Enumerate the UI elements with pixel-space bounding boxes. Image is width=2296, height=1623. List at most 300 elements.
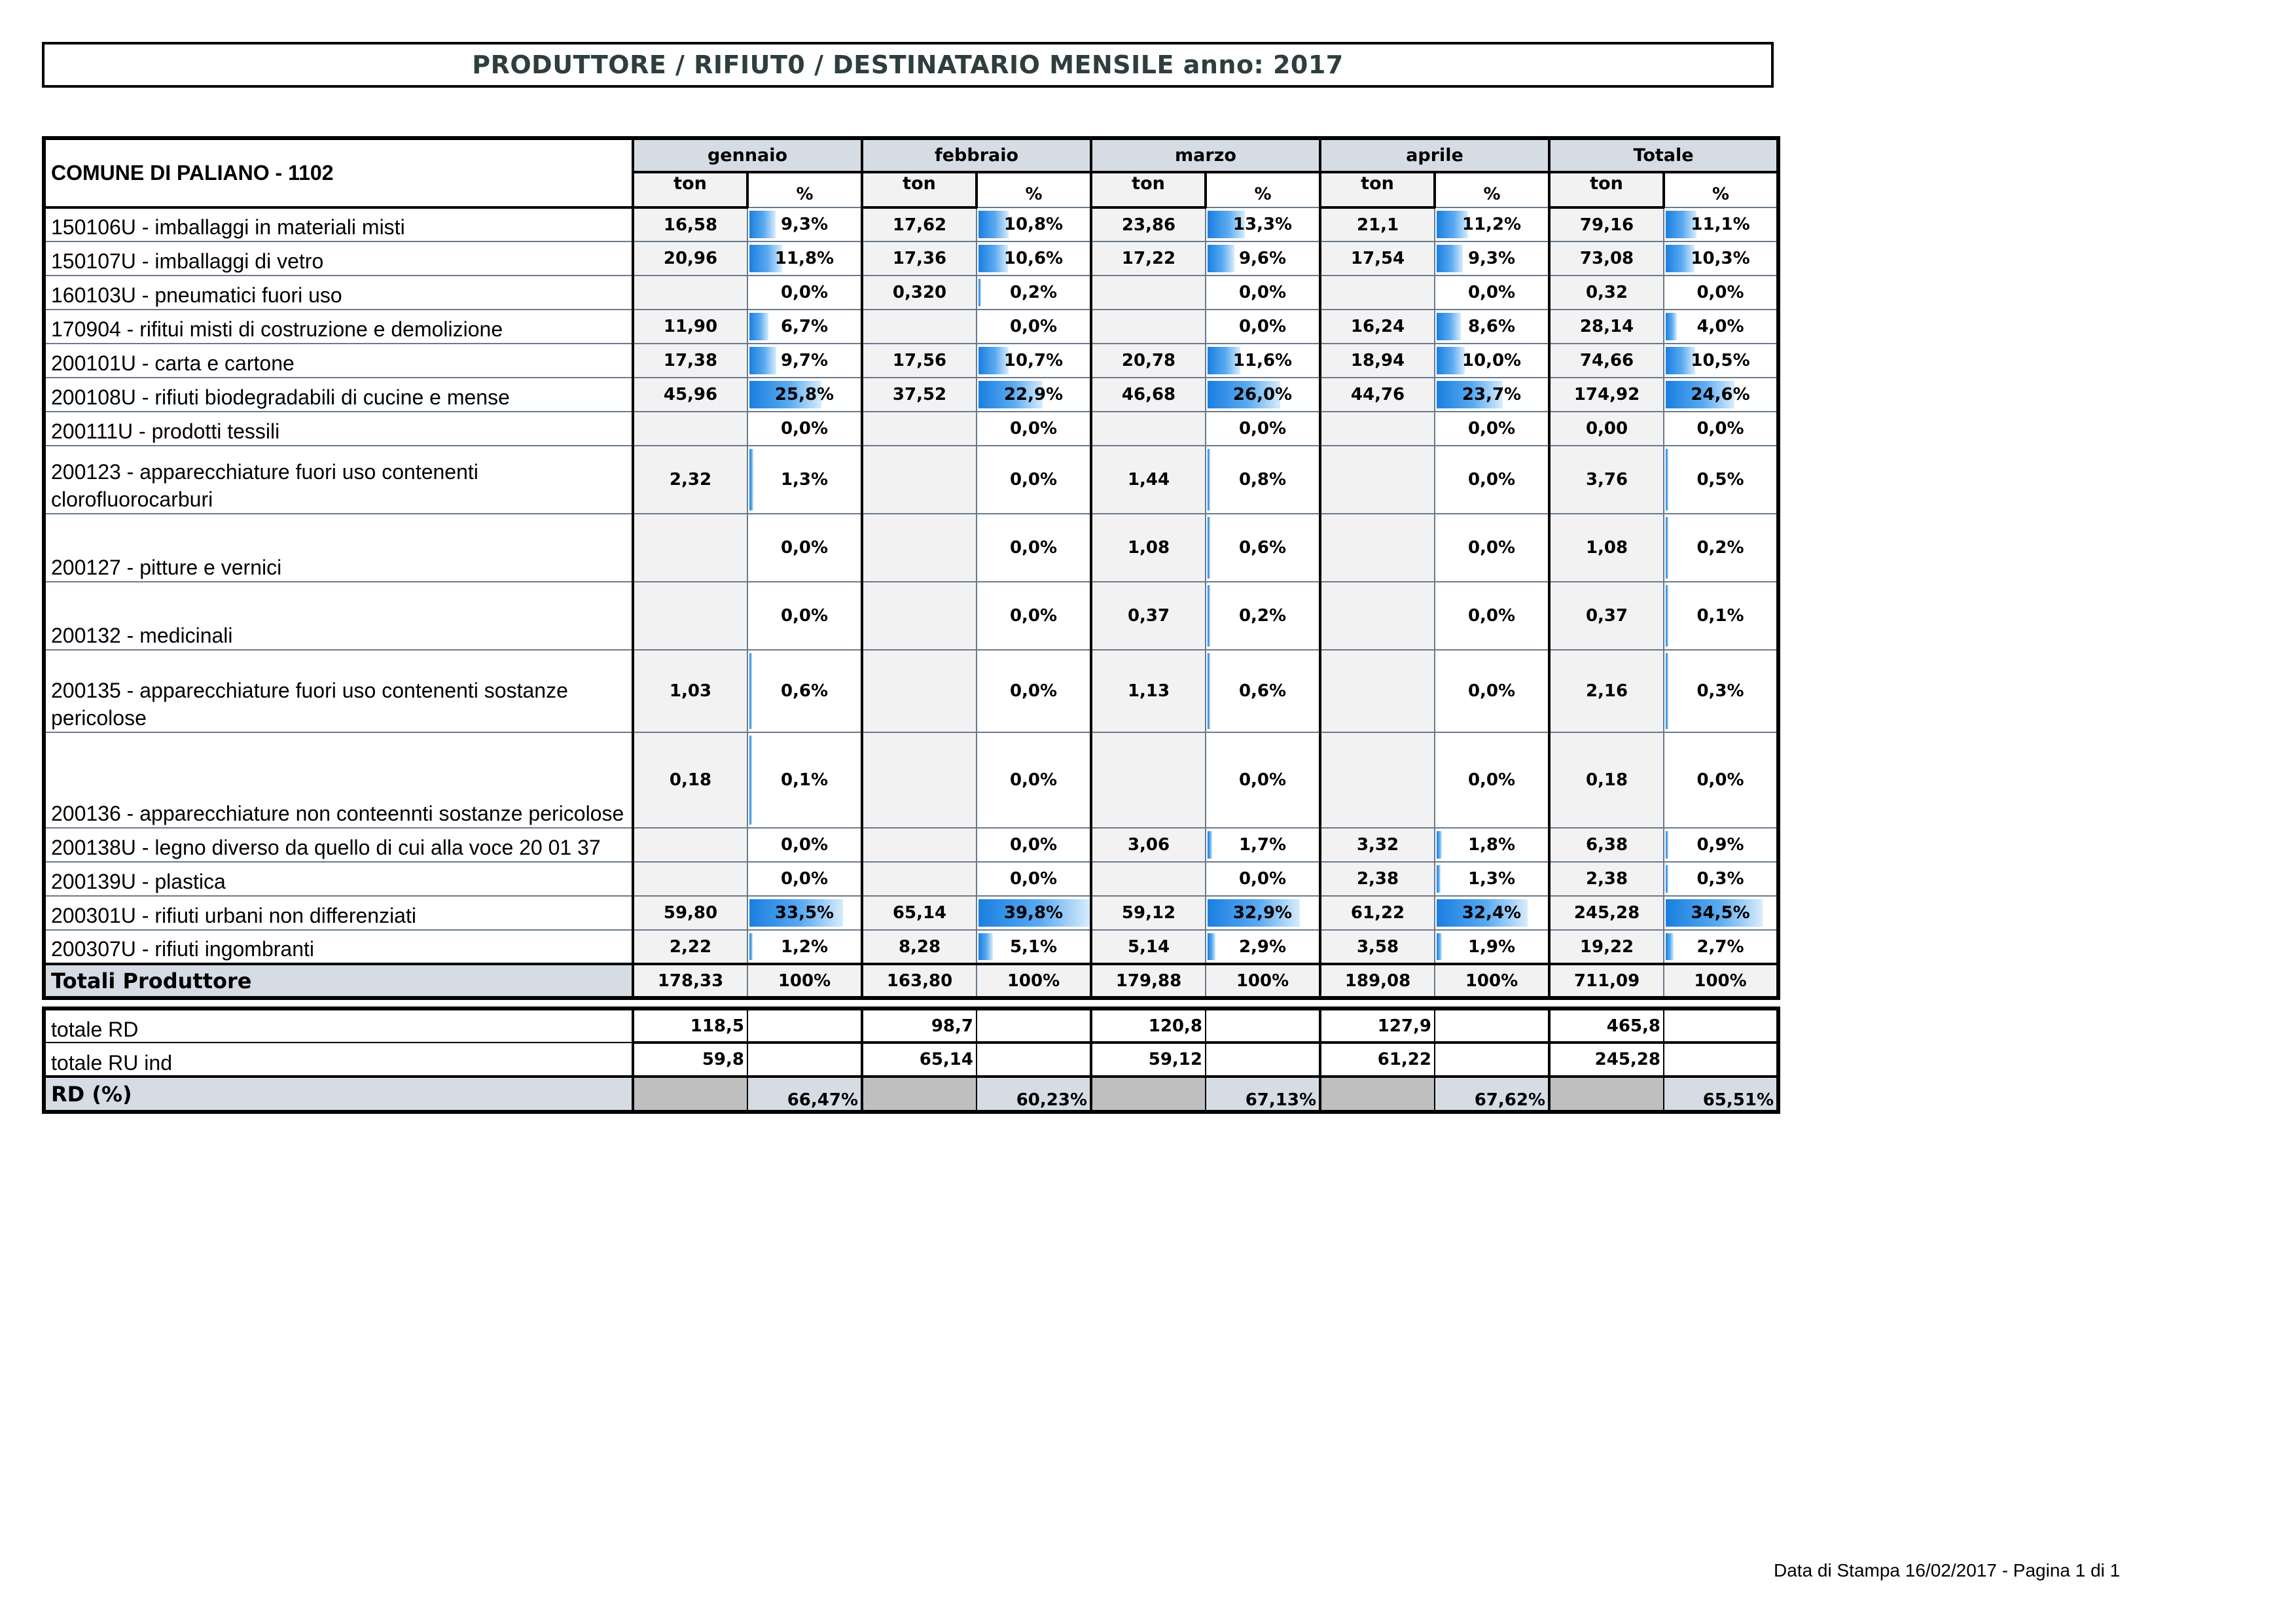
rd-pct-value: 67,62% (1435, 1077, 1549, 1112)
month-header: aprile (1320, 138, 1549, 172)
ton-cell: 2,22 (633, 930, 747, 964)
month-header: marzo (1091, 138, 1320, 172)
ton-cell (1091, 310, 1206, 344)
rd-pct-value: 67,13% (1206, 1077, 1320, 1112)
pct-cell (747, 732, 862, 828)
pct-cell (1664, 207, 1778, 241)
summary-value: 118,5 (633, 1008, 747, 1043)
table-row (44, 514, 1778, 582)
pct-value: 0,0% (1009, 606, 1058, 626)
pct-databar (1666, 831, 1668, 859)
pct-cell (977, 412, 1091, 446)
pct-cell (1664, 276, 1778, 310)
waste-code-label: 200301U - rifiuti urbani non differenziati (44, 896, 633, 930)
pct-cell (1664, 732, 1778, 828)
pct-cell (977, 732, 1091, 828)
pct-cell (977, 446, 1091, 514)
pct-cell (1435, 276, 1549, 310)
ton-cell: 79,16 (1549, 207, 1664, 241)
pct-cell (1206, 514, 1320, 582)
pct-cell (1206, 862, 1320, 896)
ton-cell (633, 412, 747, 446)
pct-value: 11,6% (1232, 351, 1293, 370)
table-row (44, 241, 1778, 276)
pct-value: 10,5% (1691, 351, 1750, 370)
ton-cell (862, 514, 977, 582)
pct-value: 33,5% (774, 903, 834, 923)
ton-cell: 11,90 (633, 310, 747, 344)
ton-cell: 20,78 (1091, 344, 1206, 378)
pct-cell (1664, 446, 1778, 514)
summary-row-rd-pct (44, 1077, 1778, 1112)
month-header: gennaio (633, 138, 862, 172)
summary-empty-cell (1664, 1043, 1778, 1077)
pct-cell (1435, 732, 1549, 828)
pct-cell (1435, 930, 1549, 964)
pct-value: 23,7% (1462, 385, 1522, 404)
pct-cell (1206, 582, 1320, 650)
pct-value: 0,6% (1238, 681, 1287, 701)
pct-databar (1437, 245, 1463, 272)
ton-cell: 1,03 (633, 650, 747, 732)
pct-cell (1664, 241, 1778, 276)
ton-cell: 245,28 (1549, 896, 1664, 930)
summary-value: 127,9 (1320, 1008, 1435, 1043)
pct-value: 11,1% (1691, 215, 1750, 234)
pct-databar (1208, 245, 1234, 272)
pct-cell (977, 310, 1091, 344)
pct-cell (1435, 310, 1549, 344)
table-row (44, 732, 1778, 828)
totals-label: Totali Produttore (44, 964, 633, 998)
ton-cell: 61,22 (1320, 896, 1435, 930)
pct-cell (1664, 344, 1778, 378)
table-row (44, 276, 1778, 310)
pct-value: 0,0% (1238, 283, 1287, 302)
pct-databar (1666, 933, 1674, 960)
ton-cell: 0,37 (1091, 582, 1206, 650)
pct-value: 10,8% (1003, 215, 1064, 234)
pct-value: 0,0% (780, 869, 829, 889)
totals-row (44, 964, 1778, 998)
pct-databar (749, 347, 776, 374)
pct-databar (1208, 449, 1210, 510)
pct-cell (1435, 241, 1549, 276)
ton-cell: 1,08 (1549, 514, 1664, 582)
ton-cell: 1,08 (1091, 514, 1206, 582)
pct-databar (749, 933, 753, 960)
pct-value: 1,2% (780, 936, 829, 957)
pct-value: 9,6% (1238, 249, 1287, 268)
pct-cell (977, 862, 1091, 896)
pct-value: 0,2% (1238, 606, 1287, 626)
pct-databar (1437, 313, 1461, 340)
month-header: febbraio (862, 138, 1091, 172)
pct-cell (1435, 862, 1549, 896)
pct-cell (1206, 650, 1320, 732)
pct-cell (1435, 412, 1549, 446)
pct-cell (977, 344, 1091, 378)
ton-header: ton (633, 172, 747, 207)
pct-cell (1206, 276, 1320, 310)
table-row (44, 207, 1778, 241)
pct-value: 0,0% (1009, 681, 1058, 701)
pct-cell (1664, 514, 1778, 582)
pct-databar (1437, 933, 1442, 960)
ton-cell: 59,80 (633, 896, 747, 930)
pct-value: 0,0% (1009, 869, 1058, 889)
ton-cell: 23,86 (1091, 207, 1206, 241)
pct-value: 0,0% (780, 538, 829, 558)
pct-cell (747, 344, 862, 378)
pct-value: 0,5% (1696, 470, 1744, 490)
pct-value: 0,0% (1009, 317, 1058, 336)
pct-value: 0,0% (1467, 419, 1516, 438)
pct-header: % (747, 172, 862, 207)
ton-cell (1091, 276, 1206, 310)
pct-cell (1435, 582, 1549, 650)
pct-cell (1664, 378, 1778, 412)
pct-cell (1206, 378, 1320, 412)
ton-cell: 6,38 (1549, 828, 1664, 862)
ton-cell (1320, 514, 1435, 582)
pct-databar (978, 279, 981, 306)
pct-cell (747, 241, 862, 276)
ton-cell: 21,1 (1320, 207, 1435, 241)
ton-cell: 1,44 (1091, 446, 1206, 514)
pct-header: % (1206, 172, 1320, 207)
pct-cell (747, 582, 862, 650)
summary-empty-cell (1435, 1043, 1549, 1077)
pct-databar (749, 653, 752, 729)
table-row (44, 650, 1778, 732)
waste-code-label: 170904 - rifitui misti di costruzione e demolizione (44, 310, 633, 344)
ton-cell (862, 446, 977, 514)
total-ton-cell: 179,88 (1091, 964, 1206, 998)
ton-cell (633, 276, 747, 310)
ton-cell (1091, 862, 1206, 896)
total-pct-cell: 100% (977, 964, 1091, 998)
report-title-box (42, 42, 1774, 88)
pct-value: 25,8% (774, 385, 834, 404)
ton-cell (862, 732, 977, 828)
summary-table (42, 1007, 1780, 1114)
pct-databar (1208, 517, 1210, 579)
ton-cell: 2,32 (633, 446, 747, 514)
comune-label: COMUNE DI PALIANO - 1102 (44, 138, 633, 207)
summary-value: 59,8 (633, 1043, 747, 1077)
pct-header: % (1435, 172, 1549, 207)
rd-pct-label: RD (%) (44, 1077, 633, 1112)
table-row (44, 344, 1778, 378)
ton-cell: 2,38 (1320, 862, 1435, 896)
ton-cell: 19,22 (1549, 930, 1664, 964)
summary-label-rd: totale RD (44, 1008, 633, 1043)
pct-databar (1437, 347, 1465, 374)
summary-value: 465,8 (1549, 1008, 1664, 1043)
ton-cell (862, 828, 977, 862)
pct-value: 13,3% (1232, 215, 1293, 234)
waste-code-label: 200138U - legno diverso da quello di cui alla voce 20 01 37 (44, 828, 633, 862)
rd-grey-cell (1549, 1077, 1664, 1112)
ton-cell: 74,66 (1549, 344, 1664, 378)
rd-pct-value: 60,23% (977, 1077, 1091, 1112)
ton-cell (1320, 732, 1435, 828)
pct-value: 0,0% (1238, 770, 1287, 790)
pct-cell (1206, 732, 1320, 828)
pct-cell (747, 378, 862, 412)
ton-cell (1320, 446, 1435, 514)
pct-cell (747, 862, 862, 896)
pct-cell (977, 378, 1091, 412)
pct-cell (977, 514, 1091, 582)
pct-value: 0,0% (1467, 283, 1516, 302)
pct-value: 0,0% (1696, 770, 1744, 790)
ton-cell: 16,58 (633, 207, 747, 241)
pct-cell (977, 582, 1091, 650)
pct-value: 1,3% (780, 470, 829, 490)
ton-cell: 2,38 (1549, 862, 1664, 896)
pct-header: % (1664, 172, 1778, 207)
ton-header: ton (1549, 172, 1664, 207)
pct-value: 8,6% (1467, 317, 1516, 336)
pct-value: 32,4% (1462, 903, 1522, 923)
pct-value: 0,0% (780, 283, 829, 302)
pct-cell (1206, 344, 1320, 378)
pct-value: 1,8% (1467, 835, 1516, 855)
summary-empty-cell (1664, 1008, 1778, 1043)
pct-databar (1666, 865, 1668, 893)
pct-header: % (977, 172, 1091, 207)
ton-cell (1320, 650, 1435, 732)
ton-cell: 3,76 (1549, 446, 1664, 514)
pct-value: 4,0% (1696, 317, 1744, 336)
waste-code-label: 200123 - apparecchiature fuori uso contenenti clorofluorocarburi (44, 446, 633, 514)
ton-cell: 17,54 (1320, 241, 1435, 276)
rd-grey-cell (1091, 1077, 1206, 1112)
ton-cell: 73,08 (1549, 241, 1664, 276)
pct-value: 1,9% (1467, 936, 1516, 957)
total-ton-cell: 711,09 (1549, 964, 1664, 998)
pct-value: 0,6% (780, 681, 829, 701)
pct-cell (1435, 650, 1549, 732)
pct-value: 11,8% (774, 249, 834, 268)
pct-value: 0,0% (1467, 770, 1516, 790)
table-row (44, 896, 1778, 930)
pct-databar (1666, 653, 1668, 729)
waste-code-label: 200127 - pitture e vernici (44, 514, 633, 582)
pct-value: 24,6% (1691, 385, 1750, 404)
pct-value: 1,7% (1238, 835, 1287, 855)
pct-cell (1435, 514, 1549, 582)
pct-value: 10,0% (1462, 351, 1522, 370)
waste-code-label: 200135 - apparecchiature fuori uso contenenti sostanze pericolose (44, 650, 633, 732)
ton-cell (862, 310, 977, 344)
pct-value: 0,6% (1238, 538, 1287, 558)
ton-cell (1091, 732, 1206, 828)
table-row (44, 862, 1778, 896)
table-row (44, 412, 1778, 446)
header-row-months (44, 138, 1778, 172)
pct-cell (747, 650, 862, 732)
pct-value: 0,8% (1238, 470, 1287, 490)
pct-cell (1664, 412, 1778, 446)
pct-value: 10,6% (1003, 249, 1064, 268)
ton-cell: 17,56 (862, 344, 977, 378)
ton-cell: 3,06 (1091, 828, 1206, 862)
pct-value: 10,7% (1003, 351, 1064, 370)
pct-cell (977, 650, 1091, 732)
waste-code-label: 150106U - imballaggi in materiali misti (44, 207, 633, 241)
summary-empty-cell (977, 1008, 1091, 1043)
pct-cell (747, 276, 862, 310)
ton-cell: 3,32 (1320, 828, 1435, 862)
pct-cell (1206, 896, 1320, 930)
pct-databar (749, 313, 768, 340)
pct-cell (977, 828, 1091, 862)
pct-value: 10,3% (1691, 249, 1750, 268)
pct-cell (1206, 310, 1320, 344)
table-row (44, 582, 1778, 650)
ton-cell (633, 828, 747, 862)
ton-cell: 0,32 (1549, 276, 1664, 310)
pct-value: 0,0% (1696, 419, 1744, 438)
pct-cell (747, 310, 862, 344)
pct-value: 0,0% (1009, 538, 1058, 558)
pct-databar (1208, 653, 1210, 729)
pct-cell (1206, 828, 1320, 862)
ton-cell: 59,12 (1091, 896, 1206, 930)
ton-cell: 18,94 (1320, 344, 1435, 378)
ton-cell (1320, 582, 1435, 650)
pct-databar (978, 933, 993, 960)
pct-value: 0,0% (1009, 470, 1058, 490)
report-title: PRODUTTORE / RIFIUT0 / DESTINATARIO MENSILE anno: 2017 (472, 50, 1344, 79)
pct-databar (1666, 313, 1677, 340)
pct-cell (1664, 896, 1778, 930)
pct-cell (1206, 207, 1320, 241)
pct-cell (1206, 412, 1320, 446)
ton-cell: 65,14 (862, 896, 977, 930)
pct-value: 9,7% (780, 351, 829, 370)
pct-value: 0,0% (780, 419, 829, 438)
pct-cell (1435, 378, 1549, 412)
pct-databar (749, 211, 776, 238)
ton-cell: 17,62 (862, 207, 977, 241)
waste-code-label: 200108U - rifiuti biodegradabili di cucine e mense (44, 378, 633, 412)
summary-empty-cell (747, 1008, 862, 1043)
ton-cell: 20,96 (633, 241, 747, 276)
summary-empty-cell (977, 1043, 1091, 1077)
rd-grey-cell (633, 1077, 747, 1112)
pct-cell (1664, 582, 1778, 650)
pct-databar (1666, 449, 1668, 510)
pct-value: 0,0% (1238, 869, 1287, 889)
ton-cell: 0,00 (1549, 412, 1664, 446)
table-row (44, 446, 1778, 514)
pct-cell (1664, 828, 1778, 862)
ton-cell: 0,18 (633, 732, 747, 828)
pct-cell (747, 446, 862, 514)
ton-cell: 0,320 (862, 276, 977, 310)
ton-cell: 45,96 (633, 378, 747, 412)
summary-empty-cell (1435, 1008, 1549, 1043)
pct-value: 0,0% (1467, 681, 1516, 701)
pct-cell (1435, 446, 1549, 514)
pct-cell (747, 412, 862, 446)
rd-grey-cell (862, 1077, 977, 1112)
ton-cell (1320, 412, 1435, 446)
pct-value: 2,7% (1696, 936, 1744, 957)
waste-code-label: 200111U - prodotti tessili (44, 412, 633, 446)
pct-cell (1664, 862, 1778, 896)
total-pct-cell: 100% (1664, 964, 1778, 998)
pct-value: 0,2% (1696, 538, 1744, 558)
waste-code-label: 200307U - rifiuti ingombranti (44, 930, 633, 964)
pct-value: 0,2% (1009, 283, 1058, 302)
pct-cell (747, 207, 862, 241)
pct-value: 34,5% (1691, 903, 1750, 923)
ton-cell (862, 650, 977, 732)
ton-cell: 3,58 (1320, 930, 1435, 964)
month-header: Totale (1549, 138, 1778, 172)
pct-cell (1664, 930, 1778, 964)
pct-value: 9,3% (1467, 249, 1516, 268)
waste-code-label: 150107U - imballaggi di vetro (44, 241, 633, 276)
ton-cell: 17,36 (862, 241, 977, 276)
pct-value: 0,0% (1467, 470, 1516, 490)
pct-value: 0,0% (1009, 419, 1058, 438)
total-ton-cell: 163,80 (862, 964, 977, 998)
pct-databar (1666, 585, 1668, 647)
pct-cell (1435, 207, 1549, 241)
pct-value: 39,8% (1003, 903, 1064, 923)
ton-cell: 17,22 (1091, 241, 1206, 276)
ton-cell: 16,24 (1320, 310, 1435, 344)
summary-value: 245,28 (1549, 1043, 1664, 1077)
pct-value: 0,0% (780, 835, 829, 855)
pct-cell (1206, 241, 1320, 276)
waste-table (42, 136, 1780, 1000)
ton-cell: 28,14 (1549, 310, 1664, 344)
pct-value: 0,0% (1696, 283, 1744, 302)
pct-cell (747, 930, 862, 964)
ton-cell: 17,38 (633, 344, 747, 378)
pct-cell (977, 930, 1091, 964)
ton-cell: 8,28 (862, 930, 977, 964)
rd-pct-value: 66,47% (747, 1077, 862, 1112)
pct-cell (747, 896, 862, 930)
rd-pct-value: 65,51% (1664, 1077, 1778, 1112)
pct-value: 11,2% (1462, 215, 1522, 234)
summary-row-ru (44, 1043, 1778, 1077)
ton-cell: 174,92 (1549, 378, 1664, 412)
summary-row-rd (44, 1008, 1778, 1043)
pct-value: 0,0% (1009, 770, 1058, 790)
pct-cell (747, 828, 862, 862)
pct-value: 0,1% (780, 770, 829, 790)
pct-cell (977, 207, 1091, 241)
ton-cell (862, 862, 977, 896)
pct-value: 0,0% (1238, 317, 1287, 336)
ton-cell: 46,68 (1091, 378, 1206, 412)
waste-code-label: 160103U - pneumatici fuori uso (44, 276, 633, 310)
pct-value: 22,9% (1003, 385, 1064, 404)
waste-code-label: 200101U - carta e cartone (44, 344, 633, 378)
ton-cell (633, 862, 747, 896)
pct-cell (1664, 310, 1778, 344)
pct-value: 0,0% (1009, 835, 1058, 855)
